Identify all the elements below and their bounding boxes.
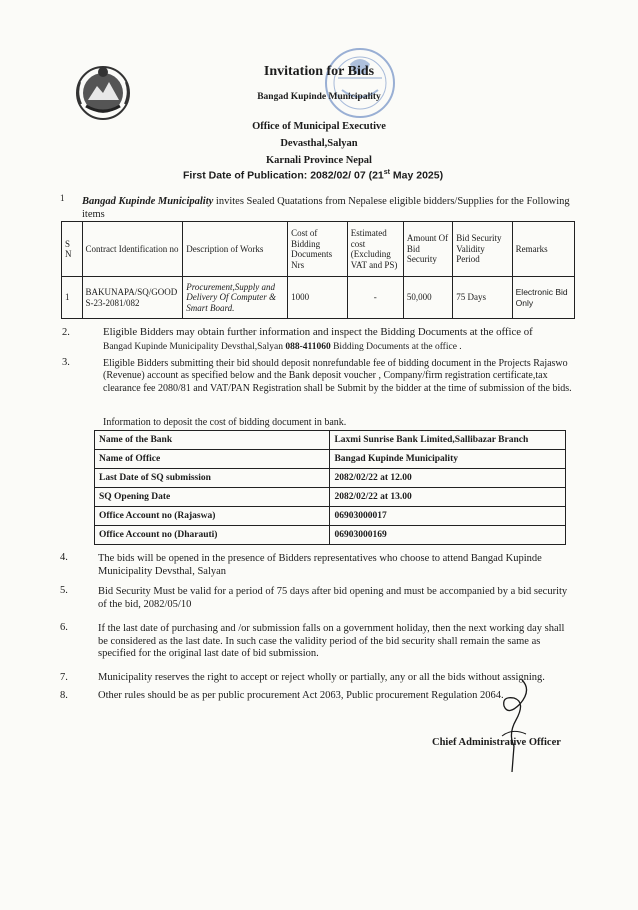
cell-validity: 75 Days — [453, 277, 512, 319]
item-7-number: 7. — [60, 672, 68, 683]
item-7-text: Municipality reserves the right to accept or reject wholly or partially, any or all the bids without assigning. — [98, 672, 545, 683]
cell-bid-security: 50,000 — [403, 277, 452, 319]
table-row — [62, 277, 575, 319]
publication-date-rest: May 2025) — [389, 169, 444, 182]
header-estimated-cost: Estimated cost (Excluding VAT and PS) — [347, 222, 403, 277]
item-4-text: The bids will be opened in the presence of Bidders representatives who choose to attend Bangad Kupinde Municipality Devsthal, Salyan — [98, 553, 542, 577]
opening-value: 2082/02/22 at 13.00 — [330, 488, 566, 507]
bank-info-table — [94, 430, 566, 545]
item-2-tail: Bidding Documents at the office . — [330, 342, 462, 352]
header-bid-security: Amount Of Bid Security — [403, 222, 452, 277]
header-validity: Bid Security Validity Period — [453, 222, 512, 277]
bank-label: Name of the Bank — [95, 431, 330, 450]
item-4-number: 4. — [60, 552, 68, 563]
item-2-phone: 088-411060 — [285, 342, 331, 352]
notice-title: Invitation for Bids — [263, 64, 375, 79]
item-3-number: 3. — [62, 357, 70, 368]
cell-estimated-cost: - — [347, 277, 403, 319]
office-value: Bangad Kupinde Municipality — [330, 450, 566, 469]
item-8-number: 8. — [60, 690, 68, 701]
submission-label: Last Date of SQ submission — [95, 469, 330, 488]
rajaswa-value: 06903000017 — [330, 507, 566, 526]
item-3-text: Eligible Bidders submitting their bid should deposit nonrefundable fee of bidding document in the Projects Rajaswo (Revenue) account as specified below and the Bank deposit voucher , Company/firm registration certificate,tax clearance fee 2080/81 and VAT/PAN Registration shall be Submit by the bidder at the time of submission of the bids. — [103, 358, 572, 394]
signatory-title: Chief Administrative Officer — [432, 737, 561, 748]
item-1-municipality: Bangad Kupinde Municipality — [82, 196, 214, 207]
signature-icon — [492, 676, 534, 774]
item-1-body: invites Sealed Quatations from Nepalese eligible bidders/Supplies for the Following items — [82, 196, 570, 220]
rajaswa-label: Office Account no (Rajaswa) — [95, 507, 330, 526]
bank-value: Laxmi Sunrise Bank Limited,Sallibazar Branch — [330, 431, 566, 450]
header-remarks: Remarks — [512, 222, 574, 277]
item-2-number: 2. — [62, 327, 70, 338]
header-doc-cost: Cost of Bidding Documents Nrs — [288, 222, 348, 277]
table-row — [95, 469, 566, 488]
office-label: Name of Office — [95, 450, 330, 469]
item-6-text: If the last date of purchasing and /or submission falls on a government holiday, then the next working day shall be considered as the last date. In such case the validity period of the bid security shall remain the same as specified for the original last date of bid submission. — [98, 623, 565, 659]
bid-items-table — [61, 221, 575, 319]
header-contract-id: Contract Identification no — [82, 222, 183, 277]
table-row — [95, 450, 566, 469]
cell-contract-id: BAKUNAPA/SQ/GOODS-23-2081/082 — [82, 277, 183, 319]
item-5-text: Bid Security Must be valid for a period of 75 days after bid opening and must be accompanied by a bid security of the bid, 2082/05/10 — [98, 586, 568, 610]
opening-label: SQ Opening Date — [95, 488, 330, 507]
header-description: Description of Works — [183, 222, 288, 277]
header-sn: S N — [62, 222, 83, 277]
publication-date-sup: st — [383, 169, 390, 176]
item-8-text: Other rules should be as per public procurement Act 2063, Public procurement Regulation 2064. — [98, 690, 504, 701]
cell-sn: 1 — [62, 277, 83, 319]
bank-info-caption: Information to deposit the cost of bidding document in bank. — [103, 417, 347, 428]
publication-date-value: 2082/02/ 07 (21 — [310, 169, 384, 182]
cell-doc-cost: 1000 — [288, 277, 348, 319]
item-1-text — [82, 196, 572, 221]
item-2-office: Bangad Kupinde Municipality Devsthal,Salyan — [103, 342, 286, 352]
item-5-number: 5. — [60, 585, 68, 596]
item-2-line2 — [103, 342, 573, 352]
publication-label: First Date of Publication: — [183, 169, 308, 182]
nepal-emblem-icon — [72, 60, 134, 122]
municipality-name: Bangad Kupinde Municipality — [257, 92, 381, 102]
cell-description: Procurement,Supply and Delivery Of Computer & Smart Board. — [183, 277, 288, 319]
bid-table-header-row — [62, 222, 575, 277]
dharauti-label: Office Account no (Dharauti) — [95, 526, 330, 545]
item-6-number: 6. — [60, 622, 68, 633]
table-row — [95, 526, 566, 545]
table-row — [95, 488, 566, 507]
table-row — [95, 507, 566, 526]
office-place: Devasthal,Salyan — [280, 138, 358, 149]
publication-date — [183, 169, 443, 182]
submission-value: 2082/02/22 at 12.00 — [330, 469, 566, 488]
office-name: Office of Municipal Executive — [252, 121, 386, 132]
province-name: Karnali Province Nepal — [266, 155, 372, 166]
dharauti-value: 06903000169 — [330, 526, 566, 545]
item-2-line1: Eligible Bidders may obtain further information and inspect the Bidding Documents at the office of — [103, 326, 533, 338]
item-1-number: 1 — [60, 193, 65, 203]
table-row — [95, 431, 566, 450]
cell-remarks: Electronic Bid Only — [512, 277, 574, 319]
municipality-seal-icon — [320, 44, 400, 122]
